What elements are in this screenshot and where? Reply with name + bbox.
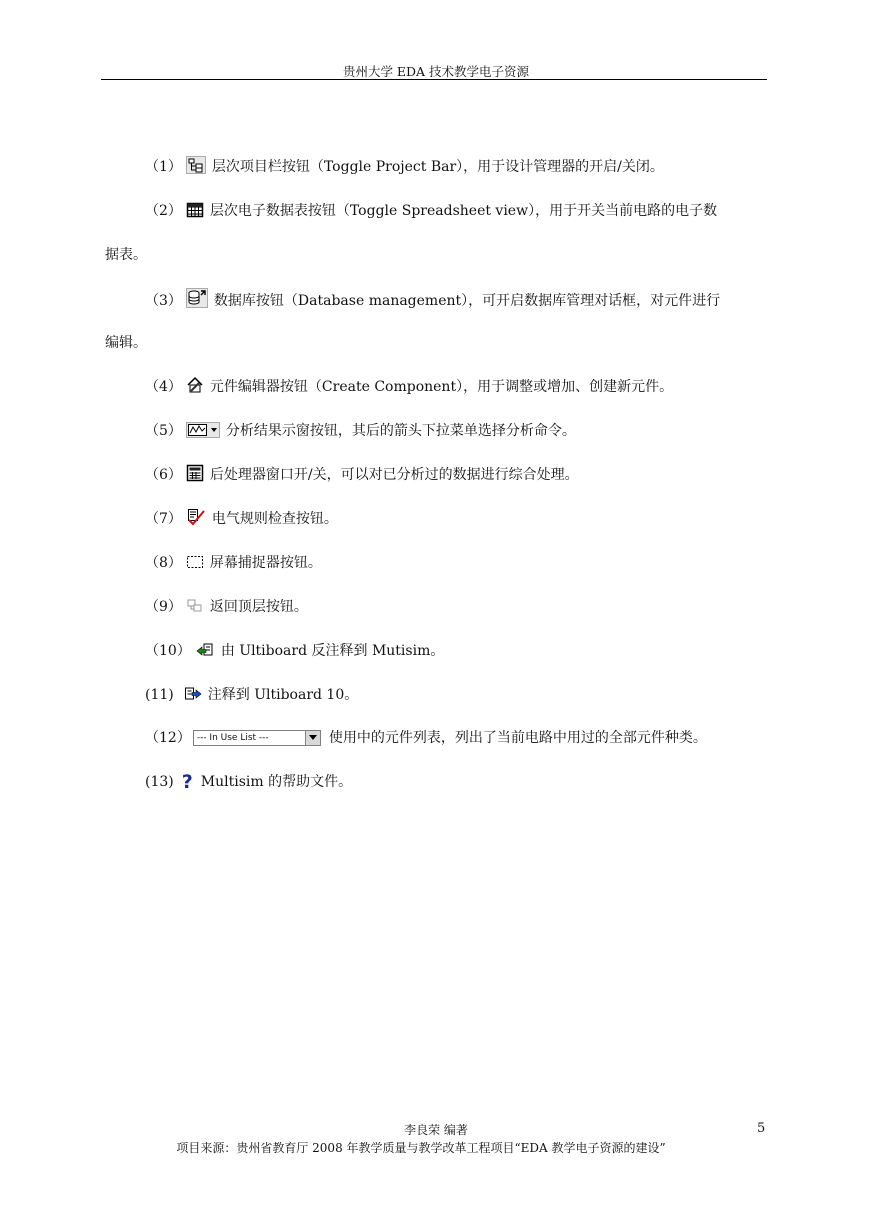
database-icon [186,288,208,315]
footer-source: 项目来源：贵州省教育厅 2008 年教学质量与教学改革工程项目“EDA 教学电子资源的建设” [176,1141,666,1155]
back-annotate-icon [195,642,215,665]
item-number: (11) [145,687,174,703]
item-text: 元件编辑器按钮（Create Component），用于调整或增加、创建新元件。 [209,379,674,395]
item-number: （4） [145,379,182,395]
item-continuation: 编辑。 [105,335,147,351]
dropdown-selected-value: --- In Use List --- [196,733,269,743]
erc-check-icon [186,508,206,533]
item-number: （6） [145,467,182,483]
item-text: 电气规则检查按钮。 [211,511,338,527]
item-text: Multisim 的帮助文件。 [200,774,353,790]
item-text: 层次项目栏按钮（Toggle Project Bar），用于设计管理器的开启/关闭。 [211,159,664,175]
page-number: 5 [757,1121,766,1136]
spreadsheet-icon [186,202,204,225]
item-number: (13) [145,774,174,790]
item-number: （5） [145,423,182,439]
page-header-title: 贵州大学 EDA 技术教学电子资源 [342,64,530,79]
item-text: 数据库按钮（Database management），可开启数据库管理对话框，对元件进行 [213,293,721,309]
item-text: 注释到 Ultiboard 10。 [207,687,359,703]
list-item [145,552,767,577]
chevron-down-icon[interactable] [305,731,320,745]
list-item [145,596,767,621]
item-number: （8） [145,555,182,571]
header-divider [101,79,767,80]
list-item [145,200,767,225]
help-icon: ? [181,771,193,793]
item-text: 使用中的元件列表，列出了当前电路中用过的全部元件种类。 [328,730,707,746]
item-number: （3） [145,293,182,309]
list-item [145,771,767,793]
item-number: （9） [145,599,182,615]
list-item [145,288,767,315]
return-top-icon [186,598,204,621]
item-number: （12） [145,730,191,746]
list-item [145,684,767,709]
item-number: （7） [145,511,182,527]
list-item [145,376,767,401]
list-item [145,420,767,445]
item-text: 分析结果示窗按钮，其后的箭头下拉菜单选择分析命令。 [225,423,576,439]
item-number: （10） [145,643,191,659]
footer-author: 李良荣 编著 [404,1123,468,1137]
item-number: （1） [145,159,182,175]
screen-capture-icon [186,554,204,577]
list-item [145,156,767,181]
list-item [145,640,767,665]
item-text: 屏幕捕捉器按钮。 [209,555,322,571]
project-bar-icon [186,156,206,181]
item-text: 由 Ultiboard 反注释到 Mutisim。 [220,643,445,659]
list-item [145,464,767,489]
analysis-graph-icon [186,422,220,445]
forward-annotate-icon [184,686,202,709]
in-use-list-dropdown[interactable] [193,730,321,746]
list-item [145,508,767,533]
component-editor-icon [186,376,204,401]
item-text: 后处理器窗口开/关，可以对已分析过的数据进行综合处理。 [209,467,579,483]
postprocessor-icon [186,464,204,489]
list-item [145,727,767,749]
item-number: （2） [145,203,182,219]
item-continuation: 据表。 [105,247,147,263]
item-text: 层次电子数据表按钮（Toggle Spreadsheet view），用于开关当前电路的电子数 [209,203,718,219]
item-text: 返回顶层按钮。 [209,599,308,615]
